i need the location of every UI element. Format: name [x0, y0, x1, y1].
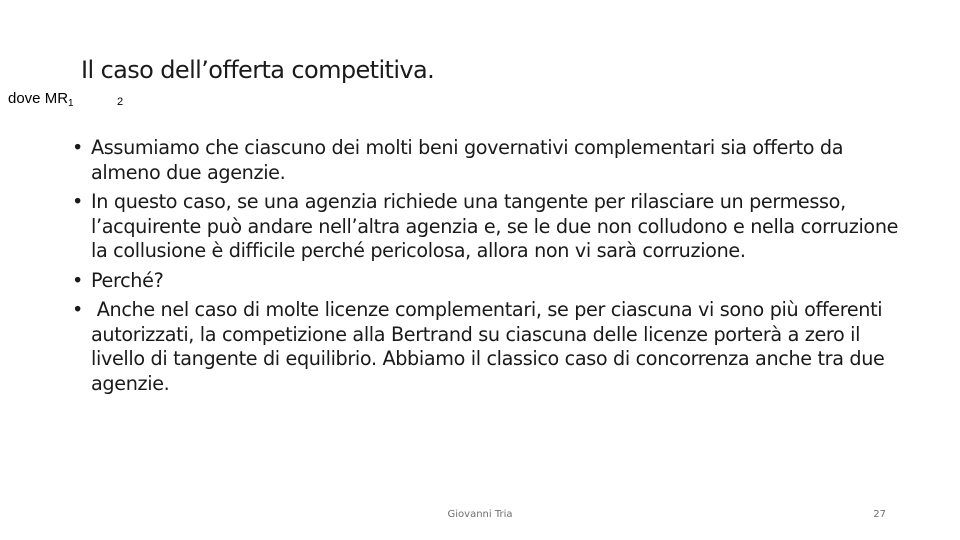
- bullet-text: Anche nel caso di molte licenze complementari, se per ciascuna vi sono più offerenti autorizzati, la competizione alla Bertrand su ciascuna delle licenze porterà a zero il livello di tangente di equilibrio. Abbiamo il classico caso di concorrenza anche tra due agenzie.: [91, 298, 891, 395]
- bullet-item: [72, 190, 902, 264]
- bullet-text: Assumiamo che ciascuno dei molti beni governativi complementari sia offerto da almeno due agenzie.: [91, 136, 844, 184]
- footer-author: Giovanni Tria: [447, 509, 513, 520]
- bullet-icon: •: [72, 268, 83, 292]
- bullet-item: [72, 269, 902, 294]
- formula-fragment: [8, 90, 74, 109]
- bullet-text: Perché?: [91, 268, 164, 292]
- bullet-item: [72, 136, 902, 185]
- bullet-icon: •: [72, 298, 83, 321]
- formula-fragment-subscript: 1: [68, 98, 74, 109]
- slide-title: Il caso dell’offerta competitiva.: [81, 56, 435, 84]
- bullet-item: [72, 298, 902, 396]
- bullet-list: [72, 136, 902, 401]
- formula-fragment-trailing: 2: [117, 96, 124, 108]
- formula-fragment-text: dove MR: [8, 90, 69, 107]
- bullet-icon: •: [72, 190, 83, 213]
- bullet-icon: •: [72, 136, 83, 159]
- page-number: 27: [873, 509, 886, 520]
- bullet-text: In questo caso, se una agenzia richiede una tangente per rilasciare un permesso, l’acquirente può andare nell’altra agenzia e, se le due non colludono e nella corruzione la collusione è difficile perché pericolosa, allora non vi sarà corruzione.: [91, 190, 899, 262]
